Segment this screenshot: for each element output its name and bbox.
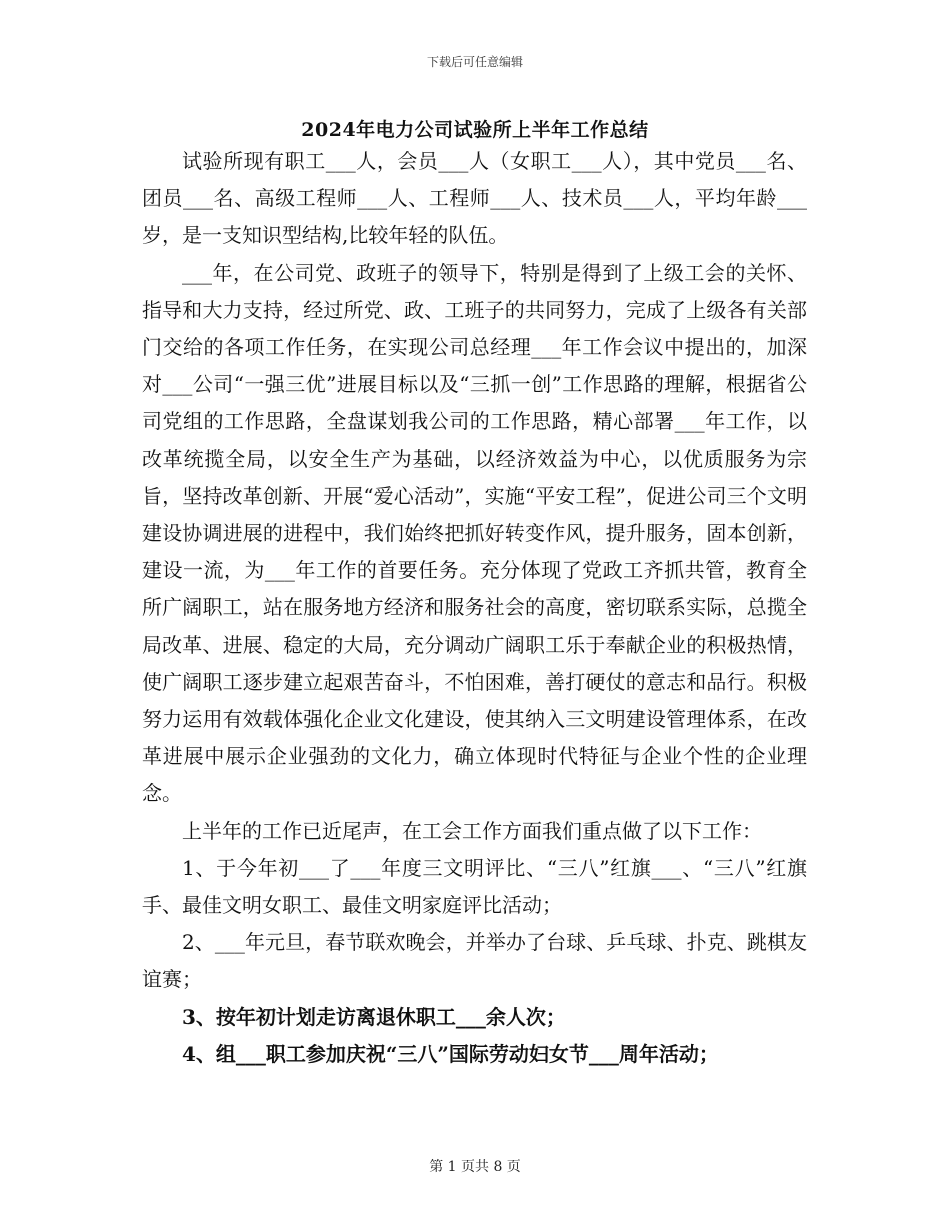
list-item-4: 4、组___职工参加庆祝“三八”国际劳动妇女节___周年活动； xyxy=(182,1041,719,1066)
paragraph-staff-overview: 试验所现有职工___人，会员___人（女职工___人），其中党员___名、团员___名、高级工程师___人、工程师___人、技术员___人，平均年龄___岁，是一支知识型结构,比较年轻的队伍。 xyxy=(142,149,807,248)
paragraph-half-year-intro: 上半年的工作已近尾声，在工会工作方面我们重点做了以下工作： xyxy=(182,818,762,843)
list-item-2: 2、___年元旦，春节联欢晚会，并举办了台球、乒乓球、扑克、跳棋友谊赛； xyxy=(142,930,807,992)
paragraph-annual-work: ___年，在公司党、政班子的领导下，特别是得到了上级工会的关怀、指导和大力支持，经过所党、政、工班子的共同努力，完成了上级各有关部门交给的各项工作任务，在实现公司总经理___年工作会议中提出的，加深对___公司“一强三优”进展目标以及“三抓一创”工作思路的理解，根据省公司党组的工作思路，全盘谋划我公司的工作思路，精心部署___年工作，以改革统揽全局，以安全生产为基础，以经济效益为中心，以优质服务为宗旨，坚持改革创新、开展“爱心活动”，实施“平安工程”，促进公司三个文明建设协调进展的进程中，我们始终把抓好转变作风，提升服务，固本创新，建设一流，为___年工作的首要任务。充分体现了党政工齐抓共管，教育全所广阔职工，站在服务地方经济和服务社会的高度，密切联系实际，总揽全局改革、进展、稳定的大局，充分调动广阔职工乐于奉献企业的积极热情，使广阔职工逐步建立起艰苦奋斗，不怕困难，善打硬仗的意志和品行。积极努力运用有效载体强化企业文化建设，使其纳入三文明建设管理体系，在改革进展中展示企业强劲的文化力，确立体现时代特征与企业个性的企业理念。 xyxy=(142,260,807,806)
list-item-3: 3、按年初计划走访离退休职工___余人次； xyxy=(182,1004,566,1029)
page-footer: 第 1 页共 8 页 xyxy=(429,1159,521,1175)
document-body xyxy=(142,143,807,1073)
document-title: 2024年电力公司试验所上半年工作总结 xyxy=(301,119,649,141)
page-header: 下载后可任意编辑 xyxy=(426,55,523,69)
list-item-1: 1、于今年初___了___年度三文明评比、“三八”红旗___、“三八”红旗手、最佳文明女职工、最佳文明家庭评比活动； xyxy=(142,855,807,918)
